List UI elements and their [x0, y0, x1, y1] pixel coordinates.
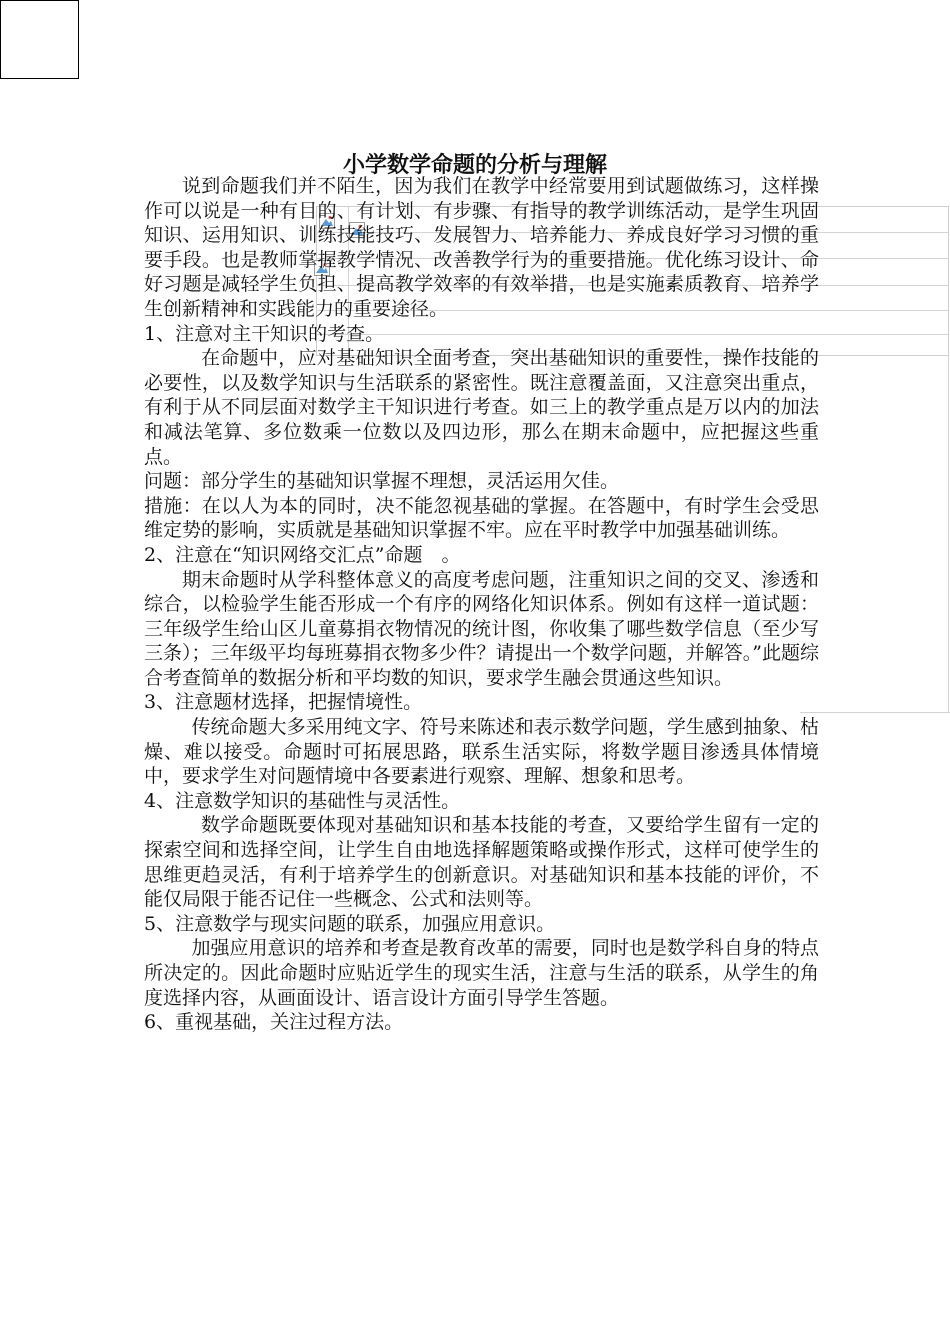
body-paragraph: 期末命题时从学科整体意义的高度考虑问题，注重知识之间的交叉、渗透和综合，以检验学生能否形成一个有序的网络化知识体系。例如有这样一道试题：三年级学生给山区儿童募捐衣物情况的统计图，你收集了哪些数学信息（至少写三条）；三年级平均每班募捐衣物多少件？请提出一个数学问题，并解答。”此题综合考查简单的数据分析和平均数的知识，要求学生融会贯通这些知识。	[144, 568, 819, 689]
artifact-line	[948, 356, 949, 712]
section-heading: 4、注意数学知识的基础性与灵活性。	[144, 789, 461, 812]
intro-paragraph: 说到命题我们并不陌生，因为我们在教学中经常要用到试题做练习，这样操作可以说是一种有目的、有计划、有步骤、有指导的教学训练活动，是学生巩固知识、运用知识、训练技能技巧、发展智力、培养能力、养成良好学习习惯的重要手段。也是教师掌握教学情况、改善教学行为的重要措施。优化练习设计、命好习题是减轻学生负担、提高教学效率的有效举措，也是实施素质教育、培养学生创新精神和实践能力的重要途径。	[144, 175, 819, 320]
body-paragraph: 数学命题既要体现对基础知识和基本技能的考查，又要给学生留有一定的探索空间和选择空间，让学生自由地选择解题策略或操作形式，这样可使学生的思维更趋灵活，有利于培养学生的创新意识。对基础知识和基本技能的评价，不能仅局限于能否记住一些概念、公式和法则等。	[144, 814, 819, 911]
body-paragraph: 在命题中，应对基础知识全面考查，突出基础知识的重要性，操作技能的必要性，以及数学知识与生活联系的紧密性。既注意覆盖面，又注意突出重点，有利于从不同层面对数学主干知识进行考查。如三上的教学重点是万以内的加法和减法笔算、多位数乘一位数以及四边形，那么在期末命题中，应把握这些重点。	[144, 347, 819, 468]
document-body	[144, 174, 819, 1035]
document-title: 小学数学命题的分析与理解	[342, 151, 607, 178]
section-heading: 5、注意数学与现实问题的联系，加强应用意识。	[144, 912, 556, 935]
body-paragraph: 传统命题大多采用纯文字、符号来陈述和表示数学问题，学生感到抽象、枯燥、难以接受。命题时可拓展思路，联系生活实际，将数学题目渗透具体情境中，要求学生对问题情境中各要素进行观察、理解、想象和思考。	[144, 716, 819, 788]
section-heading: 3、注意题材选择，把握情境性。	[144, 691, 423, 714]
section-heading: 6、重视基础，关注过程方法。	[144, 1011, 404, 1034]
measure-paragraph: 措施：在以人为本的同时，决不能忽视基础的掌握。在答题中，有时学生会受思维定势的影响，实质就是基础知识掌握不牢。应在平时教学中加强基础训练。	[144, 494, 819, 542]
problem-line: 问题：部分学生的基础知识掌握不理想，灵活运用欠佳。	[144, 470, 620, 493]
corner-frame-box	[0, 0, 79, 79]
body-paragraph: 加强应用意识的培养和考查是教育改革的需要，同时也是数学科自身的特点所决定的。因此命题时应贴近学生的现实生活，注意与生活的联系，从学生的角度选择内容，从画面设计、语言设计方面引导学生答题。	[144, 937, 819, 1009]
section-heading: 1、注意对主干知识的考查。	[144, 322, 385, 345]
artifact-line	[800, 712, 950, 713]
section-heading: 2、注意在“知识网络交汇点”命题 。	[144, 543, 461, 566]
